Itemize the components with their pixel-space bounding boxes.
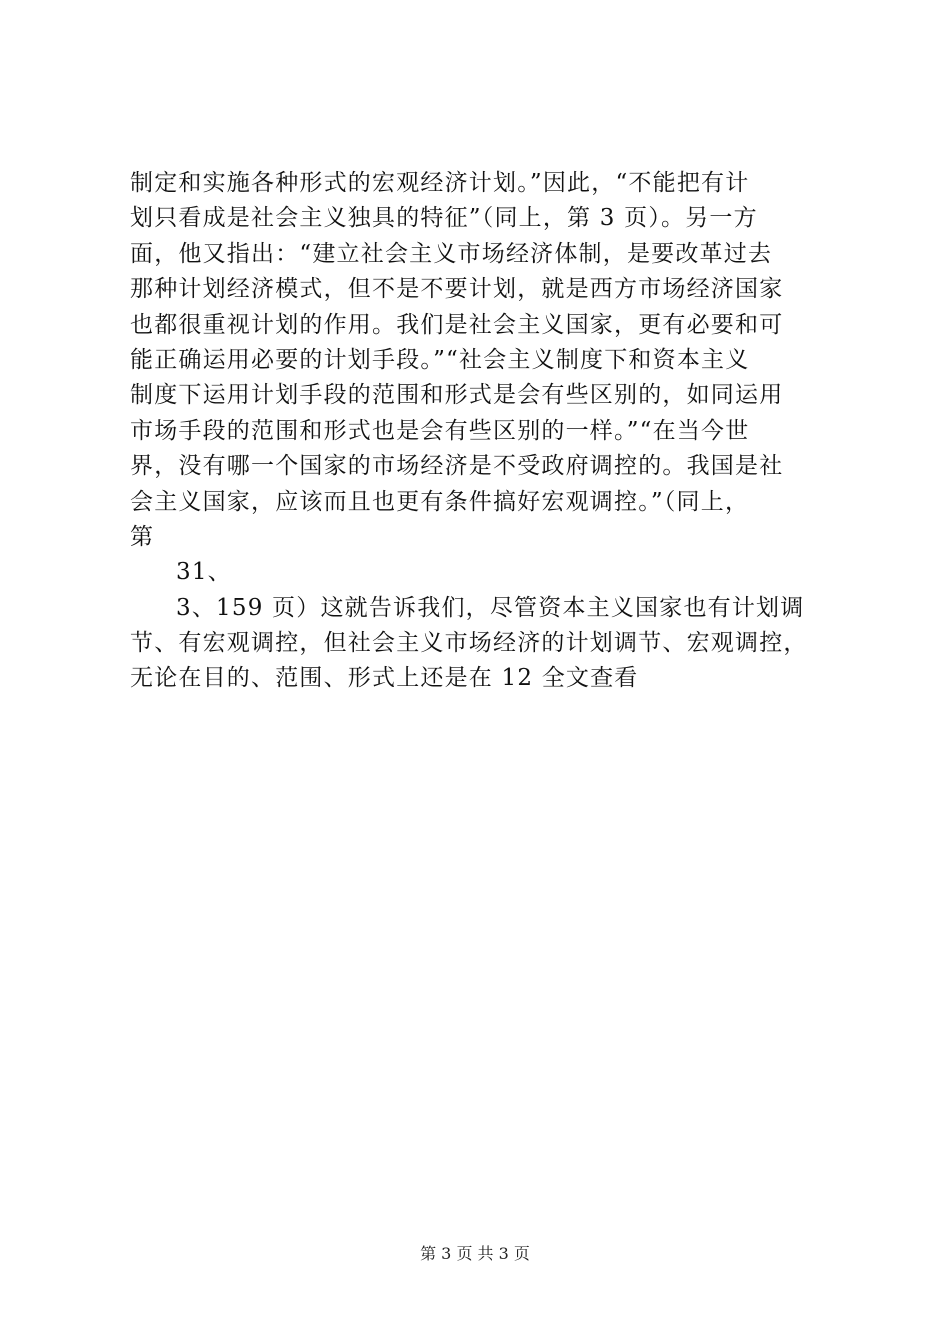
text-line: 面，他又指出：“建立社会主义市场经济体制，是要改革过去 bbox=[130, 240, 773, 267]
text-line: 节、有宏观调控，但社会主义市场经济的计划调节、宏观调控， bbox=[130, 630, 808, 657]
text-line: 市场手段的范围和形式也是会有些区别的一样。”“在当今世 bbox=[130, 417, 750, 444]
text-line: 3、159 页）这就告诉我们，尽管资本主义国家也有计划调 bbox=[176, 594, 805, 621]
text-line: 能正确运用必要的计划手段。”“社会主义制度下和资本主义 bbox=[130, 346, 750, 373]
text-line: 会主义国家，应该而且也更有条件搞好宏观调控。”（同上， bbox=[130, 488, 750, 515]
page-footer: 第 3 页 共 3 页 bbox=[420, 1244, 530, 1263]
body-text bbox=[130, 166, 830, 697]
text-line: 那种计划经济模式，但不是不要计划，就是西方市场经济国家 bbox=[130, 276, 784, 303]
text-line: 制定和实施各种形式的宏观经济计划。”因此，“不能把有计 bbox=[130, 170, 750, 196]
text-line: 制度下运用计划手段的范围和形式是会有些区别的，如同运用 bbox=[130, 382, 784, 409]
text-line: 划只看成是社会主义独具的特征”（同上，第 3 页）。另一方 bbox=[130, 205, 758, 232]
text-line: 也都很重视计划的作用。我们是社会主义国家，更有必要和可 bbox=[130, 311, 784, 338]
text-line: 31、 bbox=[176, 559, 232, 586]
text-line: 界，没有哪一个国家的市场经济是不受政府调控的。我国是社 bbox=[130, 453, 784, 480]
text-line: 第 bbox=[130, 523, 155, 550]
text-line: 无论在目的、范围、形式上还是在 12 全文查看 bbox=[130, 665, 639, 692]
